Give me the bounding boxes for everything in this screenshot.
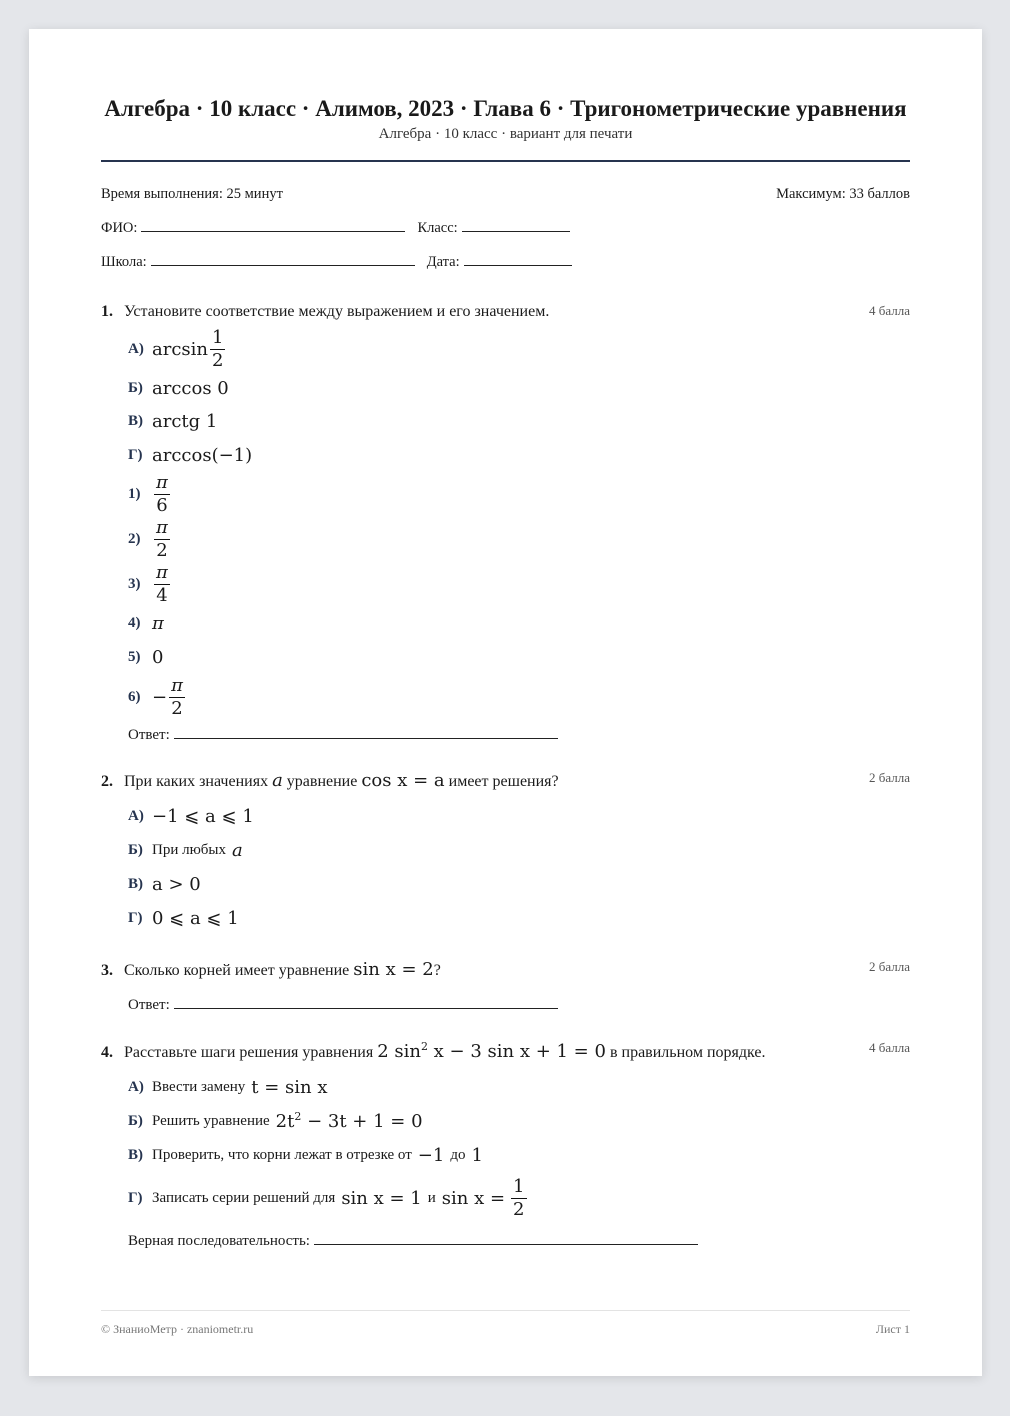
option-v[interactable]: В) a > 0 <box>128 873 201 895</box>
option-b[interactable]: Б) Решить уравнение $2t^2 - 3t + 1 = 0$ <box>128 1110 423 1132</box>
option-1[interactable]: 1) $\frac{\pi}{6}$ <box>128 471 168 516</box>
option-b[interactable]: Б) При любых a <box>128 839 243 861</box>
question-number: 1. <box>101 303 113 320</box>
max-score: Максимум: 33 баллов <box>776 186 910 202</box>
question-number: 2. <box>101 773 113 790</box>
fraction: $\frac{\pi}{2}$ <box>156 516 168 561</box>
answer-label: Ответ: <box>128 997 170 1013</box>
question-2 <box>101 770 910 935</box>
date-field[interactable] <box>464 251 572 266</box>
worksheet-page <box>29 29 982 1376</box>
meta-row <box>101 186 910 203</box>
option-g[interactable]: Г) Записать серии решений для sin x = 1 и sin x = $\frac{1}{2}$ <box>128 1175 525 1220</box>
option-5[interactable]: 5) 0 <box>128 647 164 668</box>
footer-divider <box>101 1310 910 1311</box>
option-a[interactable]: А) −1 ⩽ a ⩽ 1 <box>128 805 254 827</box>
school-label: Школа: <box>101 254 147 270</box>
question-text: Установите соответствие между выражением и его значением. <box>124 303 550 320</box>
answer-field[interactable] <box>174 724 558 739</box>
question-points: 2 балла <box>869 959 910 974</box>
fraction: $\frac{\pi}{2}$ <box>171 674 183 719</box>
question-points: 2 балла <box>869 770 910 785</box>
fio-row <box>101 217 910 237</box>
header-divider <box>101 160 910 162</box>
question-points: 4 балла <box>869 303 910 318</box>
fraction: $\frac{\pi}{6}$ <box>156 471 168 516</box>
time-limit: Время выполнения: 25 минут <box>101 186 283 202</box>
option-b[interactable]: Б) arccos 0 <box>128 377 229 399</box>
question-text: Расставьте шаги решения уравнения 2 $\sin^2 x - 3$ sin x + 1 = 0 в правильном порядке. <box>124 1040 766 1062</box>
option-6[interactable]: 6) − $\frac{\pi}{2}$ <box>128 674 183 719</box>
question-text: Сколько корней имеет уравнение sin x = 2? <box>124 959 441 980</box>
fraction: $\frac{1}{2}$ <box>212 326 224 371</box>
question-3 <box>101 959 910 1014</box>
answer-field[interactable] <box>314 1230 698 1245</box>
answer-row <box>128 1230 910 1250</box>
school-field[interactable] <box>151 251 415 266</box>
fio-field[interactable] <box>141 217 405 232</box>
option-a[interactable]: А) arcsin $\frac{1}{2}$ <box>128 326 224 371</box>
footer-page-number: Лист 1 <box>875 1322 910 1336</box>
question-text: При каких значениях a уравнение cos x = a имеет решения? <box>124 770 559 791</box>
option-3[interactable]: 3) $\frac{\pi}{4}$ <box>128 561 168 606</box>
question-number: 3. <box>101 962 113 979</box>
class-field[interactable] <box>462 217 570 232</box>
question-number: 4. <box>101 1044 113 1061</box>
page-title: Алгебра · 10 класс · Алимов, 2023 · Глава 6 · Тригонометрические уравнения <box>104 96 907 121</box>
answer-field[interactable] <box>174 994 558 1009</box>
question-1 <box>101 303 910 744</box>
school-row <box>101 251 910 271</box>
option-v[interactable]: В) arctg 1 <box>128 411 218 432</box>
fraction: $\frac{\pi}{4}$ <box>156 561 168 606</box>
class-label: Класс: <box>417 220 458 236</box>
option-g[interactable]: Г) arccos(−1) <box>128 444 253 466</box>
option-2[interactable]: 2) $\frac{\pi}{2}$ <box>128 516 168 561</box>
page-subtitle: Алгебра · 10 класс · вариант для печати <box>378 126 633 142</box>
option-g[interactable]: Г) 0 ⩽ a ⩽ 1 <box>128 907 239 929</box>
question-points: 4 балла <box>869 1040 910 1055</box>
fio-label: ФИО: <box>101 220 138 236</box>
answer-label: Ответ: <box>128 727 170 743</box>
fraction: $\frac{1}{2}$ <box>513 1175 525 1220</box>
date-label: Дата: <box>426 254 460 270</box>
option-4[interactable]: 4) π <box>128 613 164 634</box>
option-a[interactable]: А) Ввести замену t = sin x <box>128 1076 328 1098</box>
answer-label: Верная последовательность: <box>128 1233 310 1249</box>
answer-row <box>128 994 910 1014</box>
answer-row <box>128 724 910 744</box>
footer-copyright: © ЗнаниоМетр · znaniometr.ru <box>101 1322 254 1336</box>
question-4 <box>101 1040 910 1250</box>
footer <box>101 1322 910 1337</box>
option-v[interactable]: В) Проверить, что корни лежат в отрезке от −1 до 1 <box>128 1144 483 1166</box>
